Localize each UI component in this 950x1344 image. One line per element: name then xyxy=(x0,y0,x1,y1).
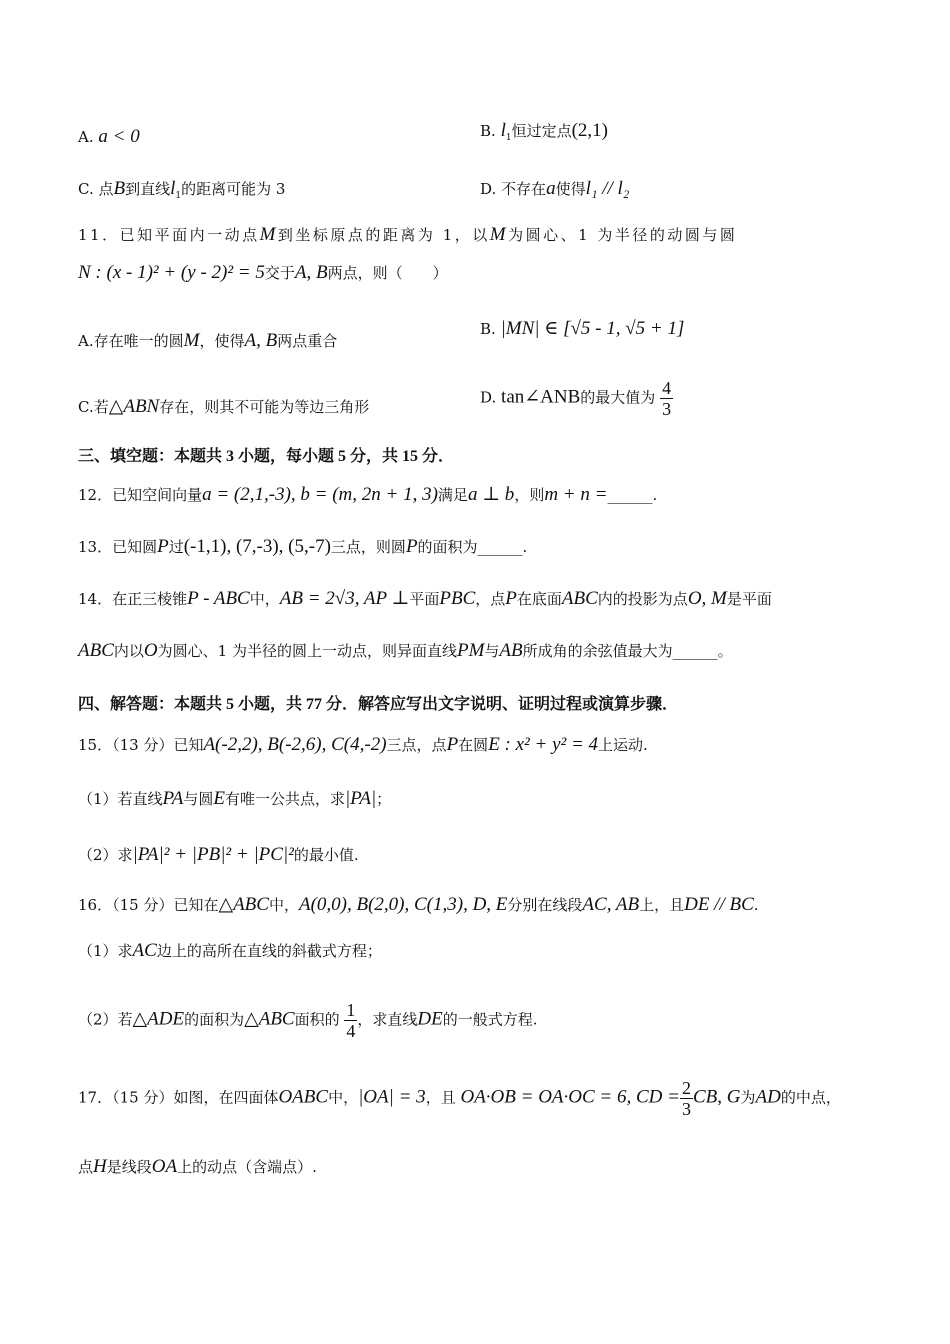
option-d-q11: D. tan∠ANB的最大值为 $\frac{4}{3}$ xyxy=(480,378,672,419)
option-b-q10: B. $l_1$恒过定点(2,1) xyxy=(480,120,609,143)
q13: 13．已知圆P过(-1,1), (7,-3), (5,-7)三点，则圆P的面积为______. xyxy=(78,536,528,557)
q16-stem: 16．（15 分）已知在△ABC中，A(0,0), B(2,0), C(1,3), D, E分别在线段AC, AB上，且DE // BC. xyxy=(78,894,759,915)
q14-line2: ABC内以O为圆心、1 为半径的圆上一动点，则异面直线PM与AB所成角的余弦值最大为______。 xyxy=(78,640,733,661)
q14-line1: 14．在正三棱锥P - ABC中，AB = 2√3, AP ⊥平面PBC，点P在底面ABC内的投影为点O, M是平面 xyxy=(78,588,772,609)
q11-stem-line1: 11．已知平面内一动点M到坐标原点的距离为 1，以M为圆心、1 为半径的动圆与圆 xyxy=(78,224,738,245)
fraction-1-4: $\frac{1}{4}$ xyxy=(346,1000,356,1041)
q16-part1: （1）求AC边上的高所在直线的斜截式方程； xyxy=(78,940,382,961)
option-c-q10: C. 点B到直线$l_1$的距离可能为 3 xyxy=(78,178,286,201)
q17-stem: 17．（15 分）如图，在四面体OABC中，|OA| = 3，且 OA·OB = OA·OC = 6, CD = $\frac{2}{3}$ CB, G为AD的中点， xyxy=(78,1078,841,1119)
fraction-2-3: $\frac{2}{3}$ xyxy=(681,1078,691,1119)
option-c-q11: C.若△ABN存在，则其不可能为等边三角形 xyxy=(78,396,370,417)
q12: 12．已知空间向量a = (2,1,-3), b = (m, 2n + 1, 3)满足a ⊥ b，则m + n =______. xyxy=(78,484,658,505)
q15-stem: 15．（13 分）已知A(-2,2), B(-2,6), C(4,-2)三点，点P在圆E : x² + y² = 4上运动. xyxy=(78,734,648,755)
option-b-q11: B. |MN| ∈ [√5 - 1, √5 + 1] xyxy=(480,318,685,339)
fraction-4-3: $\frac{4}{3}$ xyxy=(662,378,672,419)
option-a-q10: A. a < 0 xyxy=(78,126,140,147)
q17-line2: 点H是线段OA上的动点（含端点）. xyxy=(78,1156,317,1177)
section-4-heading: 四、解答题：本题共 5 小题，共 77 分．解答应写出文字说明、证明过程或演算步骤． xyxy=(78,696,679,713)
q11-stem-line2: N : (x - 1)² + (y - 2)² = 5交于A, B两点，则（ ） xyxy=(78,262,448,283)
q15-part2: （2）求|PA|² + |PB|² + |PC|²的最小值. xyxy=(78,844,359,865)
option-d-q10: D. 不存在a使得l₁ // l₂ xyxy=(480,178,630,199)
q16-part2: （2）若△ADE的面积为△ABC面积的 $\frac{1}{4}$ ，求直线DE的一般式方程. xyxy=(78,1000,538,1041)
section-3-heading: 三、填空题：本题共 3 小题，每小题 5 分，共 15 分． xyxy=(78,448,455,465)
option-a-q11: A.存在唯一的圆M，使得A, B两点重合 xyxy=(78,330,338,351)
q15-part1: （1）若直线PA与圆E有唯一公共点，求|PA|； xyxy=(78,788,392,809)
